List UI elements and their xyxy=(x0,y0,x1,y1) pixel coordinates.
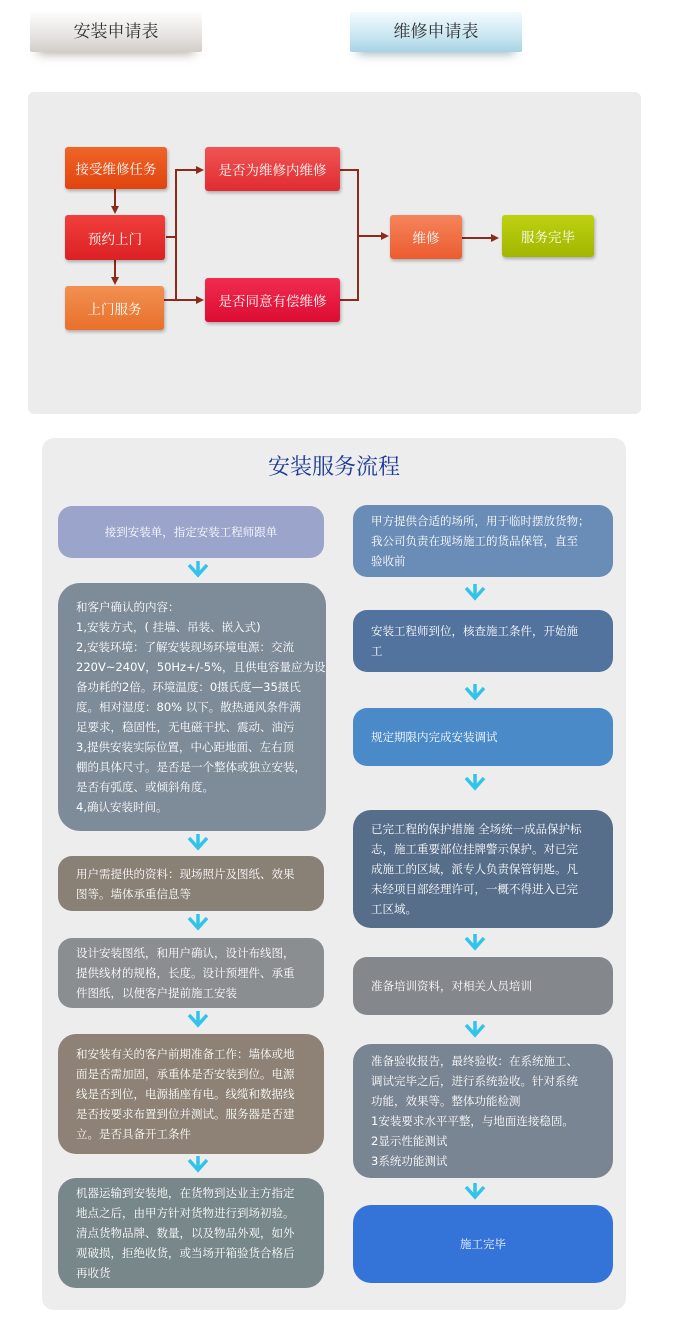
arrow-down-icon xyxy=(186,914,210,936)
step-text-line: 清点货物品牌、数量，以及物品外观，如外 xyxy=(76,1226,295,1240)
step-text-line: 甲方提供合适的场所，用于临时摆放货物； xyxy=(371,514,590,528)
repair-flow-connectors xyxy=(0,0,685,420)
step-text-line: 未经项目部经理许可，一概不得进入已完 xyxy=(371,882,578,896)
node-in-warranty-repair: 是否为维修内维修 xyxy=(205,147,340,191)
step-text-line: 足要求，稳固性，无电磁干扰、震动、油污 xyxy=(76,720,295,734)
step-receive-order xyxy=(58,506,324,558)
step-text-line: 1安装要求水平平整，与地面连接稳固。 xyxy=(371,1114,574,1128)
step-text-line: 成施工的区域，派专人负责保管钥匙。凡 xyxy=(371,862,578,876)
step-text-line: 再收货 xyxy=(76,1266,111,1280)
step-text-line: 3,提供安装实际位置，中心距地面、左右顶 xyxy=(76,740,294,754)
step-text-line: 用户需提供的资料：现场照片及图纸、效果 xyxy=(76,866,295,881)
step-text-line: 图等。墙体承重信息等 xyxy=(76,886,191,901)
arrow-down-icon xyxy=(186,1011,210,1033)
step-design-drawings xyxy=(58,938,324,1008)
step-text-line: 4,确认安装时间。 xyxy=(76,800,168,814)
step-text-line: 已完工程的保护措施 全场统一成品保护标 xyxy=(371,822,582,836)
arrow-branch-to-warranty xyxy=(166,170,202,237)
arrow-paid-to-repair xyxy=(340,236,358,300)
step-install-debug xyxy=(353,708,613,766)
step-text-line: 机器运输到安装地，在货物到达业主方指定 xyxy=(76,1186,295,1200)
step-text-line: 验收前 xyxy=(371,554,406,568)
step-text-line: 接到安装单，指定安装工程师跟单 xyxy=(104,525,278,539)
arrow-down-icon xyxy=(186,1156,210,1178)
step-text-line: 立。是否具备开工条件 xyxy=(76,1127,191,1141)
node-paid-repair: 是否同意有偿维修 xyxy=(205,278,340,322)
step-engineer-on-site xyxy=(353,610,613,672)
install-flow-title: 安装服务流程 xyxy=(267,455,400,480)
tab-repair-application[interactable]: 维修申请表 xyxy=(350,12,522,52)
step-text-line: 1,安装方式，( 挂墙、吊装、嵌入式) xyxy=(76,620,261,634)
step-text-line: 220V~240V，50Hz+/-5%，且供电容量应为设 xyxy=(76,660,326,674)
arrow-down-icon xyxy=(463,774,487,796)
step-text-line: 工区域。 xyxy=(371,902,417,916)
step-text-line: 安装工程师到位，核查施工条件，开始施 xyxy=(371,624,578,638)
step-text-line: 观破损，拒绝收货，或当场开箱验货合格后 xyxy=(76,1246,295,1260)
step-text-line: 2显示性能测试 xyxy=(371,1134,448,1148)
step-text-line: 地点之后，由甲方针对货物进行到场初验。 xyxy=(76,1206,295,1220)
node-repair: 维修 xyxy=(390,215,462,259)
step-storage-site xyxy=(353,505,613,577)
arrow-down-icon xyxy=(463,1021,487,1043)
step-text-line: 施工完毕 xyxy=(460,1237,506,1251)
arrow-down-icon xyxy=(463,1183,487,1205)
step-acceptance-report xyxy=(353,1044,613,1178)
tab-install-application[interactable]: 安装申请表 xyxy=(30,12,202,52)
arrow-down-icon xyxy=(463,684,487,706)
step-delivery-inspection xyxy=(58,1178,324,1288)
step-text-line: 面是否需加固，承重体是否安装到位。电源 xyxy=(76,1067,295,1081)
step-protection-measures xyxy=(353,810,613,928)
step-text-line: 提供线材的规格，长度。设计预埋件、承重 xyxy=(76,966,295,980)
step-text-line: 度。相对湿度：80% 以下。散热通风条件满 xyxy=(76,700,301,714)
step-text-line: 和安装有关的客户前期准备工作：墙体或地 xyxy=(76,1047,295,1061)
arrow-warranty-to-repair xyxy=(340,170,387,236)
step-text-line: 3系统功能测试 xyxy=(371,1154,448,1168)
node-service-complete: 服务完毕 xyxy=(502,215,594,257)
step-client-materials xyxy=(58,856,324,911)
step-text-line: 线是否到位，电源插座有电。线缆和数据线 xyxy=(76,1087,295,1101)
arrow-down-icon xyxy=(463,584,487,606)
step-text-line: 2,安装环境：了解安装现场环境电源：交流 xyxy=(76,640,294,654)
step-text-line: 是否有弧度、或倾斜角度。 xyxy=(76,780,214,794)
step-construction-complete xyxy=(353,1205,613,1283)
step-text-line: 我公司负责在现场施工的货品保管，直至 xyxy=(371,534,578,548)
node-accept-repair-task: 接受维修任务 xyxy=(65,147,167,189)
step-text-line: 准备验收报告，最终验收：在系统施工、 xyxy=(371,1054,578,1068)
arrow-down-icon xyxy=(186,834,210,856)
step-text-line: 规定期限内完成安装调试 xyxy=(371,730,498,744)
arrow-down-icon xyxy=(463,934,487,956)
step-text-line: 调试完毕之后，进行系统验收。针对系统 xyxy=(371,1074,578,1088)
step-client-preparation xyxy=(58,1034,324,1154)
node-appointment: 预约上门 xyxy=(65,215,165,260)
step-training xyxy=(353,957,613,1015)
step-text-line: 是否按要求布置到位并测试。服务器是否建 xyxy=(76,1107,295,1121)
step-text-line: 和客户确认的内容： xyxy=(76,600,180,614)
step-text-line: 工 xyxy=(371,644,383,658)
node-onsite-service: 上门服务 xyxy=(65,286,164,330)
step-text-line: 功能，效果等。整体功能检测 xyxy=(371,1094,521,1108)
step-text-line: 棚的具体尺寸。是否是一个整体或独立安装， xyxy=(76,760,306,774)
step-text-line: 备功耗的2倍。环境温度：0摄氏度—35摄氏 xyxy=(76,680,301,694)
step-text-line: 志，施工重要部位挂牌警示保护。对已完 xyxy=(371,842,578,856)
step-text-line: 设计安装图纸，和用户确认，设计布线图， xyxy=(76,946,295,960)
step-text-line: 件图纸，以便客户提前施工安装 xyxy=(76,986,237,1000)
step-confirm-with-client xyxy=(58,583,326,831)
arrow-down-icon xyxy=(186,561,210,583)
step-text-line: 准备培训资料，对相关人员培训 xyxy=(371,979,532,993)
